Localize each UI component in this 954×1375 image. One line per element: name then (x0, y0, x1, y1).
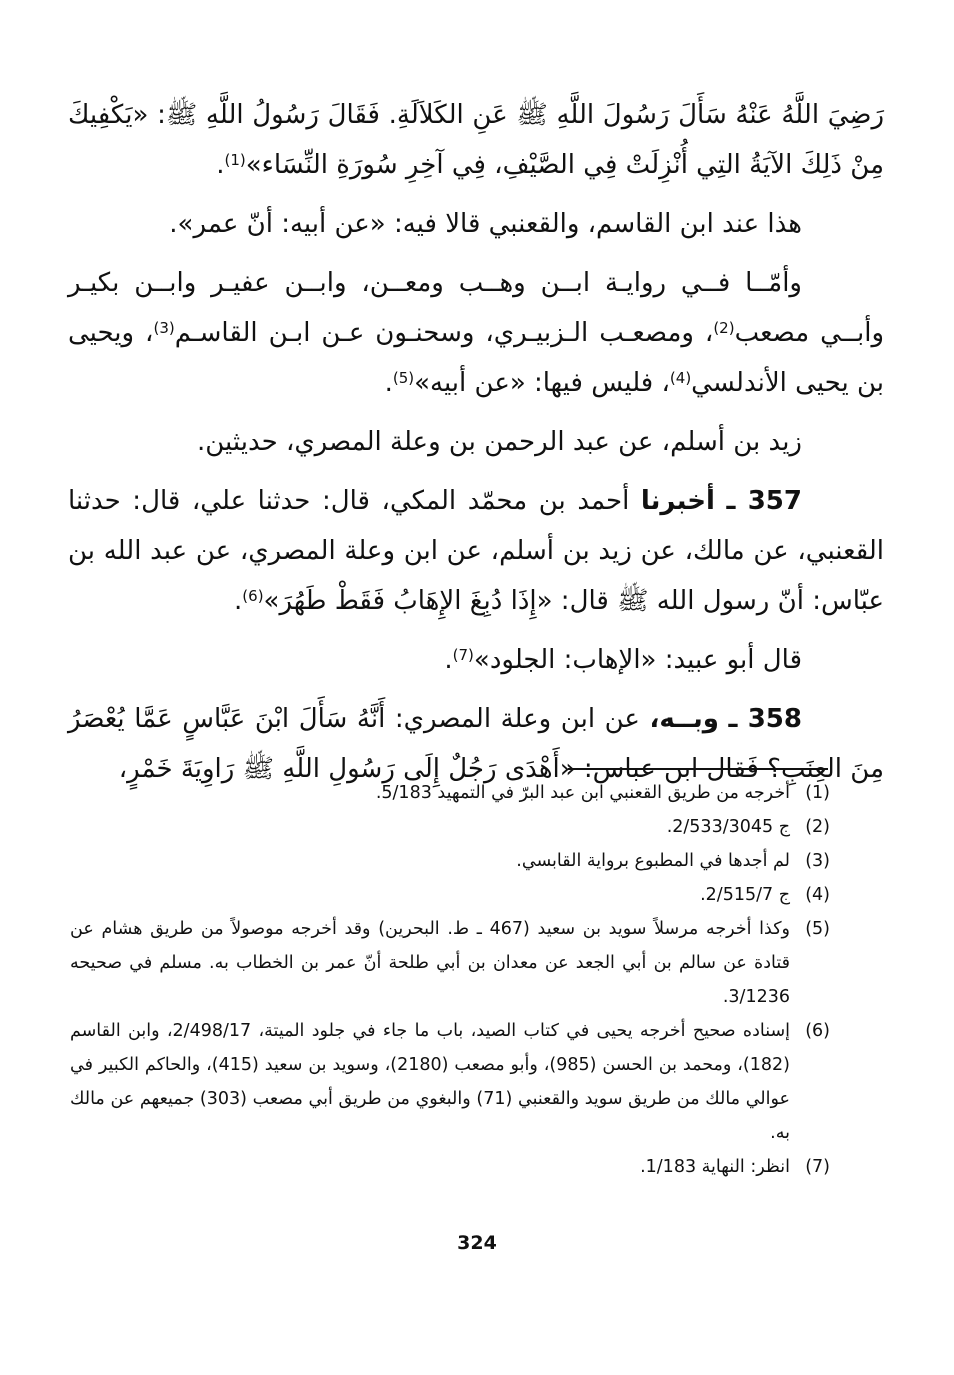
footnote-number: (6) (805, 1021, 830, 1041)
footnote-text: ج 2/533/3045. (666, 817, 790, 837)
footnote-6 (70, 1014, 830, 1150)
footnote-separator (568, 768, 828, 770)
footnote-text: أخرجه من طريق القعنبي ابن عبد البرّ في التمهيد 5/183. (375, 783, 790, 803)
footnote-ref-3: (3) (153, 319, 175, 337)
paragraph-6 (68, 635, 884, 685)
hadith-358-lead: وبــه، (649, 704, 719, 734)
paragraph-4-text: زيد بن أسلم، عن عبد الرحمن بن وعلة المصري، حديثين. (196, 427, 802, 457)
paragraph-3-tail: . (384, 368, 393, 398)
paragraph-1-text: رَضِيَ اللَّهُ عَنْهُ سَأَلَ رَسُولَ اللَّهِ ﷺ عَنِ الكَلاَلَةِ. فَقَالَ رَسُولُ اللَّهِ ﷺ: «يَكْفِيكَ مِنْ ذَلِكَ الآيَةُ التِي أُنْزِلَتْ فِي الصَّيْفِ، فِي آخِرِ سُورَةِ النِّسَاء» (68, 100, 884, 180)
hadith-358-text: عن ابن وعلة المصري: أَنَّهُ سَأَلَ ابْنَ عَبَّاسٍ عَمَّا يُعْصَرُ مِنَ العِنَبِ؟ فَقال ابن عباس: «أَهْدَى رَجُلٌ إِلَى رَسُولِ اللَّهِ ﷺ رَاوِيَةَ خَمْرٍ، (68, 704, 884, 784)
footnotes (70, 776, 830, 1184)
footnote-text: إسناده صحيح أخرجه يحيى في كتاب الصيد، باب ما جاء في جلود الميتة، 2/498/17، وابن القاسم (182)، ومحمد بن الحسن (985)، وأبو مصعب (2180)، وسويد بن سعيد (415)، والحاكم الكبير في عوالي مالك من طريق سويد والقعنبي (71) والبغوي من طريق أبي مصعب (303) جميعهم عن مالك به. (70, 1021, 791, 1143)
footnote-text: لم أجدها في المطبوع برواية القابسي. (516, 851, 790, 871)
paragraph-1-tail: . (216, 150, 225, 180)
footnote-ref-1: (1) (224, 151, 246, 169)
hadith-357-text: أحمد بن محمّد المكي، قال: حدثنا علي، قال: حدثنا القعنبي، عن مالك، عن زيد بن أسلم، عن ابن وعلة المصري، عن عبد الله بن عبّاس: أنّ رسول الله ﷺ قال: «إِذَا دُبِغَ الإِهَابُ فَقَطْ طَهُرَ» (68, 486, 884, 616)
paragraph-4 (68, 417, 884, 467)
paragraph-1 (68, 90, 884, 190)
footnote-4 (70, 878, 830, 912)
paragraph-6-tail: . (444, 645, 453, 675)
footnote-text: انظر: النهاية 1/183. (640, 1157, 790, 1177)
footnote-ref-6: (6) (242, 587, 264, 605)
paragraph-6-text: قال أبو عبيد: «الإهاب: الجلود» (473, 645, 802, 675)
footnote-number: (4) (805, 885, 830, 905)
hadith-357-lead: أخبرنا (640, 486, 715, 516)
page-number: 324 (457, 1232, 497, 1254)
footnote-7 (70, 1150, 830, 1184)
paragraph-2 (68, 199, 884, 249)
footnote-2 (70, 810, 830, 844)
main-text (68, 90, 884, 803)
footnote-number: (5) (805, 919, 830, 939)
footnote-1 (70, 776, 830, 810)
footnote-number: (2) (805, 817, 830, 837)
footnote-ref-2: (2) (713, 319, 735, 337)
paragraph-3-text-d: ، فليس فيها: «عن أبيه» (414, 368, 670, 398)
hadith-357 (68, 476, 884, 626)
paragraph-3-text-b: ، ومصعـب الـزبيـري، وسحنـون عـن ابـن القاسـم (174, 318, 714, 348)
footnote-5 (70, 912, 830, 1014)
footnote-number: (3) (805, 851, 830, 871)
paragraph-3-text-c: ، ويحيى بن يحيى الأندلسي (68, 318, 884, 398)
footnote-text: ج 2/515/7. (700, 885, 790, 905)
footnote-3 (70, 844, 830, 878)
hadith-number-358: 358 ـ (728, 704, 802, 734)
footnote-text: وكذا أخرجه مرسلاً سويد بن سعيد (467 ـ ط. البحرين) وقد أخرجه موصولاً من طريق هشام عن قتادة عن سالم بن أبي الجعد عن معدان بن أبي طلحة أنّ عمر بن الخطاب به. مسلم في صحيحه 3/1236. (70, 919, 791, 1007)
hadith-number-357: 357 ـ (726, 486, 802, 516)
footnote-ref-4: (4) (669, 369, 692, 387)
footnote-number: (1) (805, 783, 830, 803)
paragraph-3-text-a: وأمّــا فــي روايـة ابــن وهــب ومعــن، وابــن عفيـر وابــن بكيـر وأبــي مصعب (68, 268, 885, 348)
footnote-number: (7) (805, 1157, 830, 1177)
hadith-357-tail: . (234, 586, 243, 616)
paragraph-3 (68, 258, 884, 408)
footnote-ref-5: (5) (392, 369, 415, 387)
paragraph-2-text: هذا عند ابن القاسم، والقعنبي قالا فيه: «عن أبيه: أنّ عمر». (169, 209, 802, 239)
footnote-ref-7: (7) (452, 646, 474, 664)
